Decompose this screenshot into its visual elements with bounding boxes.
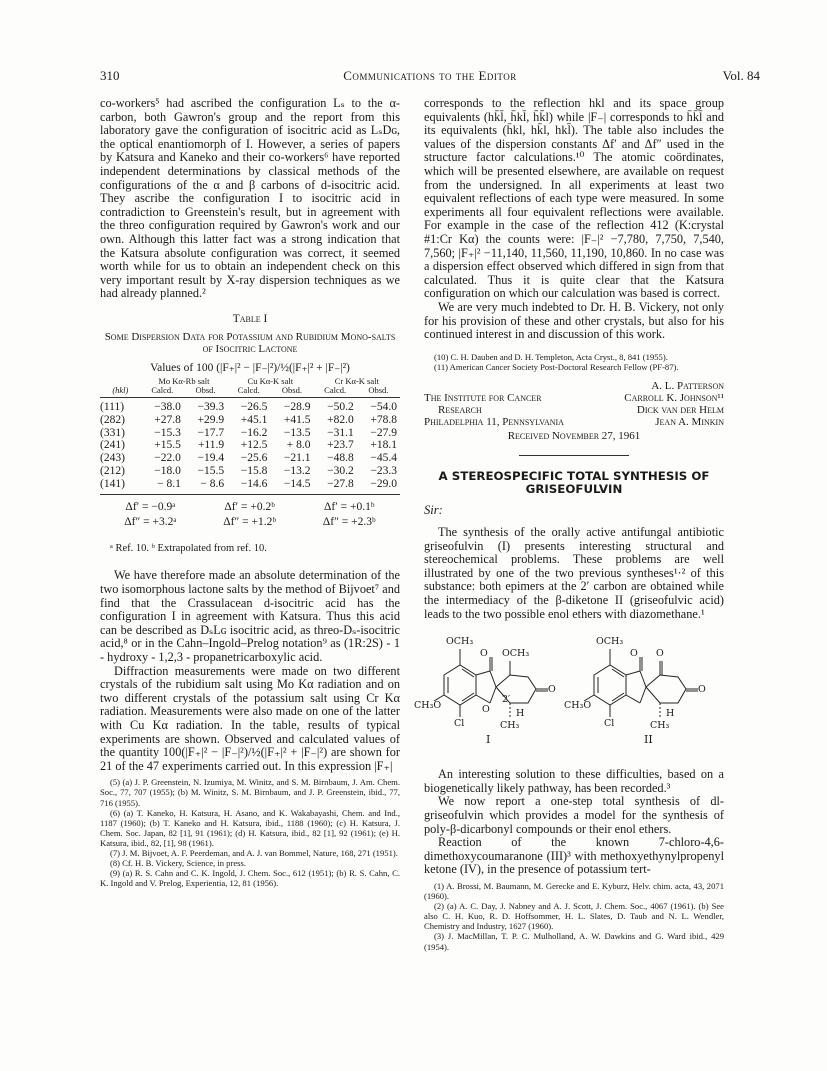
cell: −27.8 [314,478,357,494]
table-row [100,439,400,452]
disp-const: Δf″ = +1.2ᵇ [223,516,276,529]
disp-const: Δf″ = +3.2ᵃ [124,516,177,529]
cell: +23.7 [327,439,354,452]
table-row [100,414,400,427]
reference: (10) C. H. Dauben and D. H. Templeton, Acta Cryst., 8, 841 (1955). [434,351,668,362]
cell: (141) [100,478,141,494]
disp-const: Δf′ = −0.9ᵃ [125,500,176,513]
page-number: 310 [100,68,120,83]
page-header [100,68,760,88]
table-footnote: ᵃ Ref. 10. ᵇ Extrapolated from ref. 10. [110,542,267,554]
paragraph: We now report a one-step total synthesis of dl-griseofulvin which provides a model for the synthesis of poly-β-dicarbonyl compounds or their enol ethers. [424,794,724,836]
atom-label: OCH₃ [502,648,530,660]
cell: +82.0 [327,413,354,426]
reference: (5) (a) J. P. Greenstein, N. Izumiya, M. Winitz, and S. M. Birnbaum, J. Am. Chem. Soc., 77, 707 (1955); (b) M. Winitz, S. M. Birnbaum, and J. P. Greenstein, ibid., 77, 716 (1955). [100,777,400,808]
cell: −31.1 [327,426,354,439]
right-column [414,96,724,952]
atom-label: CH₃ [500,720,520,732]
cell: + 8.0 [286,439,311,452]
author: Jean A. Minkin [655,415,724,428]
table-row [100,452,400,465]
cell: +15.5 [154,439,181,452]
col-head: (hkl) [100,386,141,398]
table-row [100,478,400,494]
cell: +27.8 [154,413,181,426]
cell: −15.5 [197,465,225,478]
atom-label: OCH₃ [596,636,624,648]
reference: (7) J. M. Bijvoet, A. F. Peerdeman, and A. J. van Bommel, Nature, 168, 271 (1951). [110,848,398,859]
institution: The Institute for Cancer [424,391,542,404]
atom-label: O [548,684,556,696]
cell: −50.2 [327,401,354,414]
atom-label: CH₃O [564,700,592,712]
reference: (6) (a) T. Kaneko, H. Katsura, H. Asano, and K. Wakabayashi, Chem. and Ind., 1187 (1960); (b) T. Kaneko and H. Katsura, ibid., 1188 (1960); (c) H. Katsura, J. Chem. Soc. Japan, 82 [1], 91 (1961); (d) H. Katsura, ibid., 82 [1], 92 (1961); (e) H. Katsura, ibid., 82, [1], 98 (1961). [100,807,400,848]
col-group: Cr Kα-K salt [334,376,379,387]
col-head: Calcd. [227,386,270,398]
footnotes [100,777,400,888]
atom-label: Cl [604,718,615,730]
table-row [100,398,400,414]
atom-label: O [630,648,638,660]
reference: (8) Cf. H. B. Vickery, Science, in press. [110,858,246,869]
received-date: Received November 27, 1961 [507,429,641,442]
footnotes [424,352,724,372]
cell: −45.4 [370,452,397,465]
cell: (243) [100,452,125,465]
cell: (282) [100,413,125,426]
col-head: Calcd. [141,386,184,398]
cell: (212) [100,465,125,478]
dispersion-table [100,377,400,495]
reference: (1) A. Brossi, M. Baumann, M. Gerecke and E. Kyburz, Helv. chim. acta, 43, 2071 (1960). [424,880,724,902]
table-row [100,427,400,440]
cell: −17.7 [197,426,225,439]
signature-block [424,380,724,442]
cell: − 8.1 [141,478,184,494]
atom-label: H [516,708,525,720]
col-head: Obsd. [357,386,400,398]
compound-number: I [486,733,491,747]
cell: +29.9 [197,413,225,426]
cell: −14.5 [270,478,313,494]
table-caption: Some Dispersion Data for Potassium and Rubidium Mono-salts of Isocitric Lactone [104,330,396,355]
compound-number: II [644,733,653,747]
col-head: Obsd. [270,386,313,398]
left-column [100,97,400,888]
cyclohexanedione-ring-2 [646,675,686,703]
atom-label: O [480,648,488,660]
cell: −23.3 [370,465,397,478]
reference: (2) (a) A. C. Day, J. Nabney and A. J. Scott, J. Chem. Soc., 4067 (1961). (b) See also C. H. Kuo, R. D. Hoffsommer, H. L. Slates, D. Taub and N. L. Wendler, Chemistry and Industry, 1627 (1960). [424,901,724,932]
journal-section: Communications to the Editor [343,68,517,83]
paragraph: We have therefore made an absolute determination of the two isomorphous lactone salts by the method of Bijvoet⁷ and find that the Crassulacean d-isocitric acid has the configuration I in agreement with Katsura. Thus this acid can be described as DₛLɢ isocitric acid, as threo-Dₛ-isocitric acid,⁸ or in the Cahn–Ingold–Prelog notation⁹ as (1R:2S) - 1 - hydroxy - 1,2,3 - propanetricarboxylic acid. [100,568,400,665]
cell: (241) [100,439,125,452]
cell: −54.0 [370,401,397,414]
paragraph: An interesting solution to these difficulties, based on a biogenetically likely pathway, has been recorded.³ [424,767,724,795]
institution: Research [438,403,482,416]
disp-const: Δf′ = +0.2ᵇ [224,500,275,513]
paragraph: We are very much indebted to Dr. H. B. Vickery, not only for his provision of these and other crystals, but also for his continued interest in and discussion of this work. [424,299,724,342]
salutation: Sir: [424,503,443,518]
volume-label: Vol. 84 [722,68,760,83]
col-head: Obsd. [184,386,227,398]
cell: −29.0 [357,478,400,494]
cell: −25.6 [240,452,268,465]
paragraph: Reaction of the known 7-chloro-4,6-dimethoxycoumaranone (III)³ with methoxyethynylpropenyl ketone (IV), in the presence of potassium tert- [424,835,724,877]
atom-label: CH₃O [414,700,442,712]
col-head: Calcd. [314,386,357,398]
institution-address: Philadelphia 11, Pennsylvania [424,415,564,428]
cell: −48.8 [327,452,354,465]
cell: −39.3 [197,401,225,414]
paragraph: The synthesis of the orally active antifungal antibiotic griseofulvin (I) presents interesting structural and stereochemical problems. These problems are well illustrated by one of the two previous syntheses¹·² of this substance: both epimers at the 2′ carbon are obtained while the intermediacy of the β-diketone II (griseofulvic acid) leads to the two possible enol ethers with diazomethane.¹ [424,525,724,621]
table-label: Table I [232,312,268,325]
cell: −38.0 [154,401,181,414]
reference: (3) J. MacMillan, T. P. C. Mulholland, A. W. Dawkins and G. Ward ibid., 429 (1954). [424,931,724,952]
paragraph: co-workers⁵ had ascribed the configuration Lₛ to the α-carbon, both Gawron's group and the report from this laboratory gave the configuration of isocitric acid as LₛDɢ, the optical enantiomorph of I. However, a series of papers by Katsura and Kaneko and their co-workers⁶ have reported independent determinations by classical methods of the configurations of the α and β carbons of d-isocitric acid. They ascribe the configuration I to isocitric acid in contradiction to Greenstein's result, but in agreement with the threo configuration required by Gawron's work and our own. Although this latter fact was a strong indication that the Katsura absolute configuration was correct, it seemed worth while for us to obtain an independent check on this very important result by X-ray dispersion techniques as we had already planned.² [100,96,400,301]
cell: −19.4 [197,452,225,465]
author: A. L. Patterson [651,379,724,392]
atom-label: CH₃ [650,720,670,732]
cell: (111) [100,401,125,414]
author: Carroll K. Johnson¹¹ [624,391,724,404]
cell: −30.2 [327,465,354,478]
atom-label: OCH₃ [446,636,474,648]
cell: +45.1 [240,413,268,426]
cell: − 8.6 [184,478,227,494]
atom-label: 2′ [502,694,511,706]
cell: −28.9 [283,401,311,414]
reference: (9) (a) R. S. Cahn and C. K. Ingold, J. Chem. Soc., 612 (1951); (b) R. S. Cahn, C. K. Ingold and V. Prelog, Experientia, 12, 81 (1956). [100,868,400,889]
benzene-ring-1 [444,665,476,705]
table-1 [100,313,400,556]
cell: (331) [100,426,125,439]
author: Dick van der Helm [636,403,724,416]
cell: +12.5 [240,439,268,452]
cell: −16.2 [240,426,268,439]
paragraph: corresponds to the reflection hkl and its space group equivalents (hk̄l̄, h̄kl̄, h̄k̄l) while |F₋| corresponds to h̄k̄l̄ and its equivalents (h̄kl, hk̄l, hkl̄). The table also includes the values of the dispersion constants Δf′ and Δf″ used in the structure factor calculations.¹⁰ The atomic coördinates, which will be presented elsewhere, are available on request from the undersigned. In all experiments at least two equivalent reflections of each type were measured. In some experiments all four equivalent reflections were available. For example in the case of the reflection 412 (K:crystal #1:Cr Kα) the counts were: |F₋|² −7,780, 7,750, 7,540, 7,560; |F₊|² −11,140, 11,560, 11,190, 10,860. In no case was a dispersion effect observed which differed in sign from that calculated. Thus it is quite clear that the Katsura configuration on which our calculation was based is correct. [424,96,724,301]
cell: +11.9 [197,439,225,452]
table-subtitle: Values of 100 (|F₊|² − |F₋|²)/½(|F₊|² + |F₋|²) [150,361,350,374]
benzene-ring-2 [594,665,626,705]
disp-const: Δf′ = +0.1ᵇ [324,500,375,513]
col-group: Cu Kα-K salt [247,376,294,387]
cell: −27.9 [370,426,397,439]
cell: −14.6 [227,478,270,494]
cell: +18.1 [370,439,397,452]
disp-const: Δf″ = +2.3ᵇ [322,516,376,529]
cell: −15.8 [240,465,268,478]
footnotes [424,881,724,952]
cell: −18.0 [154,465,181,478]
cell: −13.5 [283,426,311,439]
col-group: Mo Kα-Rb salt [158,376,210,387]
reference: (11) American Cancer Society Post-Doctoral Research Fellow (PF-87). [434,361,679,372]
cell: −22.0 [154,452,181,465]
atom-label: H [666,708,675,720]
cell: +41.5 [283,413,311,426]
dispersion-constants [100,499,400,532]
paragraph: Diffraction measurements were made on two different crystals of the rubidium salt using Mo Kα radiation and on two different crystals of the potassium salt using Cr Kα radiation. Measurements were also made on one of the latter with Cu Kα radiation. In the table, results of typical experiments are shown. Observed and calculated values of the quantity 100(|F₊|² − |F₋|²)/½(|F₊|² + |F₋|²) are shown for 21 of the 47 experiments carried out. In this expression |F₊| [100,663,400,773]
divider [519,455,629,456]
atom-label: O [698,684,706,696]
cell: −13.2 [283,465,311,478]
cell: −15.3 [154,426,181,439]
table-row [100,465,400,478]
atom-label: O [656,648,664,660]
atom-label: Cl [454,718,465,730]
article-title: A STEREOSPECIFIC TOTAL SYNTHESIS OF GRISEOFULVIN [438,469,710,497]
structure-figure [414,627,724,762]
cell: +78.8 [370,413,397,426]
cell: −21.1 [283,452,311,465]
atom-label: O [482,704,490,716]
cell: −26.5 [240,401,268,414]
